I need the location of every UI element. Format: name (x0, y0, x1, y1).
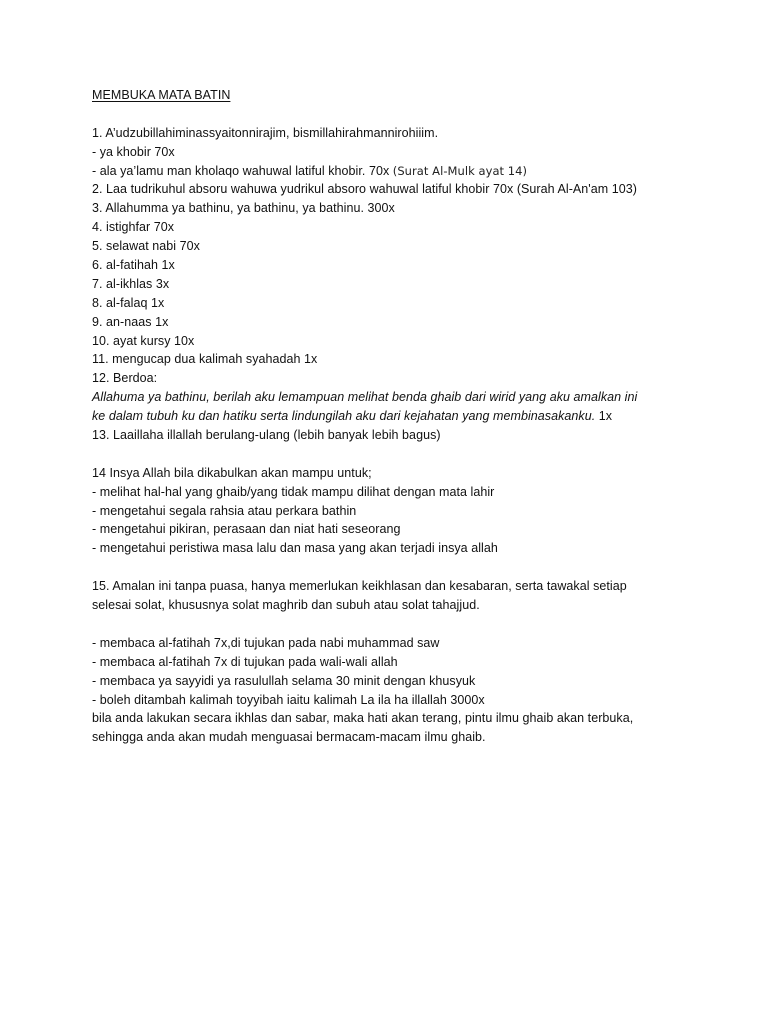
page-title: MEMBUKA MATA BATIN (92, 88, 231, 102)
step-line-10: 10. ayat kursy 10x (92, 333, 195, 348)
closing-line-1: bila anda lakukan secara ikhlas dan sabar, maka hati akan terang, pintu ilmu ghaib akan terbuka, (92, 711, 634, 726)
spacer (92, 445, 692, 464)
prayer-line-2 (92, 407, 692, 426)
extra-item: - boleh ditambah kalimah toyyibah iaitu kalimah La ila ha illallah 3000x (92, 692, 485, 707)
prayer-text: ke dalam tubuh ku dan hatiku serta lindungilah aku dari kejahatan yang membinasakanku. (92, 409, 596, 424)
section-14-item: - mengetahui segala rahsia atau perkara bathin (92, 503, 357, 518)
prayer-count: 1x (598, 409, 613, 424)
step-line-4: 4. istighfar 70x (92, 220, 175, 235)
step-line-ya-khobir: - ya khobir 70x (92, 144, 175, 159)
step-line-1: 1. A’udzubillahiminassyaitonnirajim, bismillahirahmannirohiiim. (92, 125, 439, 140)
step-line-8: 8. al-falaq 1x (92, 295, 165, 310)
step-line-ala-yalamu (92, 162, 692, 181)
extra-item: - membaca al-fatihah 7x,di tujukan pada nabi muhammad saw (92, 635, 440, 650)
step-line-5: 5. selawat nabi 70x (92, 239, 200, 254)
section-14-item: - mengetahui peristiwa masa lalu dan masa yang akan terjadi insya allah (92, 541, 498, 556)
step-line-6: 6. al-fatihah 1x (92, 258, 175, 273)
step-line-12: 12. Berdoa: (92, 371, 158, 386)
spacer (92, 105, 692, 124)
section-15-line-1: 15. Amalan ini tanpa puasa, hanya memerlukan keikhlasan dan kesabaran, serta tawakal setiap (92, 579, 627, 594)
spacer (92, 558, 692, 577)
spacer (92, 615, 692, 634)
step-text: - ala ya’lamu man kholaqo wahuwal latiful khobir. 70x (92, 163, 390, 178)
surah-reference-note: (Surat Al-Mulk ayat 14) (392, 163, 528, 178)
section-14-heading: 14 Insya Allah bila dikabulkan akan mampu untuk; (92, 465, 372, 480)
extra-item: - membaca al-fatihah 7x di tujukan pada wali-wali allah (92, 654, 398, 669)
section-14-item: - mengetahui pikiran, perasaan dan niat hati seseorang (92, 522, 401, 537)
section-15-line-2: selesai solat, khususnya solat maghrib dan subuh atau solat tahajjud. (92, 598, 480, 613)
step-line-2: 2. Laa tudrikuhul absoru wahuwa yudrikul absoro wahuwal latiful khobir 70x (Surah Al-An'am 103) (92, 182, 637, 197)
section-14-item: - melihat hal-hal yang ghaib/yang tidak mampu dilihat dengan mata lahir (92, 484, 495, 499)
extra-item: - membaca ya sayyidi ya rasulullah selama 30 minit dengan khusyuk (92, 673, 476, 688)
prayer-line-1: Allahuma ya bathinu, berilah aku lemampuan melihat benda ghaib dari wirid yang aku amalkan ini (92, 390, 638, 405)
step-line-7: 7. al-ikhlas 3x (92, 276, 170, 291)
closing-line-2: sehingga anda akan mudah menguasai bermacam-macam ilmu ghaib. (92, 730, 486, 745)
step-line-3: 3. Allahumma ya bathinu, ya bathinu, ya bathinu. 300x (92, 201, 395, 216)
step-line-13: 13. Laaillaha illallah berulang-ulang (lebih banyak lebih bagus) (92, 428, 441, 443)
step-line-9: 9. an-naas 1x (92, 314, 169, 329)
document-page (92, 86, 692, 747)
step-line-11: 11. mengucap dua kalimah syahadah 1x (92, 352, 318, 367)
